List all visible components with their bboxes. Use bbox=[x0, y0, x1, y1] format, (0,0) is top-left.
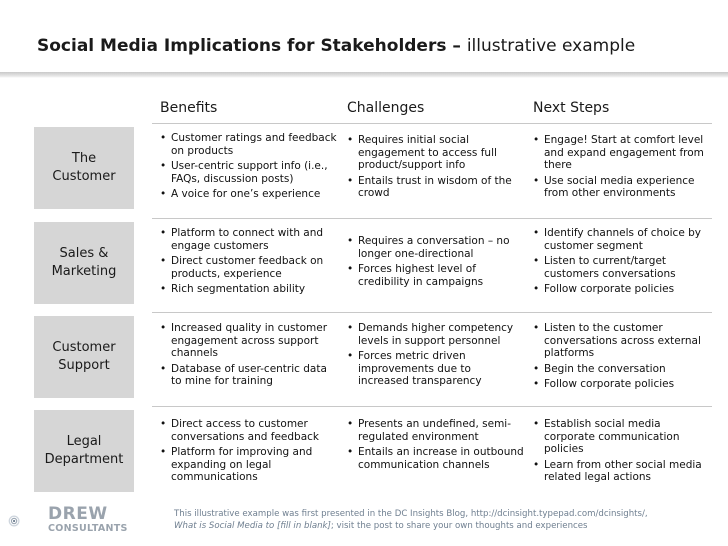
row-divider bbox=[152, 123, 712, 124]
row-divider bbox=[152, 312, 712, 313]
drew-consultants-logo-icon bbox=[8, 502, 48, 540]
list-item: • Direct access to customer conversations and feedback bbox=[160, 418, 338, 443]
cell-sales-next-steps bbox=[533, 227, 711, 299]
column-header-challenges: Challenges bbox=[347, 100, 425, 116]
logo-wordmark: DREW bbox=[48, 504, 108, 524]
cell-support-next-steps bbox=[533, 322, 711, 394]
logo-subtitle: CONSULTANTS bbox=[48, 523, 128, 534]
row-divider bbox=[152, 218, 712, 219]
list-item: • A voice for one’s experience bbox=[160, 188, 338, 201]
list-item: • Follow corporate policies bbox=[533, 283, 711, 296]
list-item: • Direct customer feedback on products, experience bbox=[160, 255, 338, 280]
row-label-sales-marketing: Sales & Marketing bbox=[34, 222, 134, 304]
row-label-legal-department: Legal Department bbox=[34, 410, 134, 492]
list-item: • Customer ratings and feedback on products bbox=[160, 132, 338, 157]
row-label-customer: The Customer bbox=[34, 127, 134, 209]
list-item: • Listen to the customer conversations across external platforms bbox=[533, 322, 711, 360]
list-item: • Platform to connect with and engage customers bbox=[160, 227, 338, 252]
list-item: • Database of user-centric data to mine for training bbox=[160, 363, 338, 388]
cell-customer-challenges bbox=[347, 134, 525, 203]
cell-customer-benefits bbox=[160, 132, 338, 204]
row-label-customer-support: Customer Support bbox=[34, 316, 134, 398]
list-item: • Listen to current/target customers conversations bbox=[533, 255, 711, 280]
cell-sales-benefits bbox=[160, 227, 338, 299]
list-item: • Use social media experience from other environments bbox=[533, 175, 711, 200]
list-item: • Platform for improving and expanding on legal communications bbox=[160, 446, 338, 484]
column-header-benefits: Benefits bbox=[160, 100, 218, 116]
title-divider bbox=[0, 72, 728, 78]
list-item: • Forces metric driven improvements due to increased transparency bbox=[347, 350, 525, 388]
list-item: • Requires initial social engagement to access full product/support info bbox=[347, 134, 525, 172]
list-item: • Begin the conversation bbox=[533, 363, 711, 376]
list-item: • User-centric support info (i.e., FAQs, discussion posts) bbox=[160, 160, 338, 185]
cell-support-challenges bbox=[347, 322, 525, 391]
page-title: Social Media Implications for Stakeholders – illustrative example bbox=[37, 36, 636, 56]
footnote: This illustrative example was first presented in the DC Insights Blog, http://dcinsight.typepad.com/dcinsights/, What is Social Media to [fill in blank]; visit the post to share your own thoughts and experiences bbox=[174, 509, 648, 531]
list-item: • Engage! Start at comfort level and expand engagement from there bbox=[533, 134, 711, 172]
list-item: • Demands higher competency levels in support personnel bbox=[347, 322, 525, 347]
row-divider bbox=[152, 406, 712, 407]
cell-support-benefits bbox=[160, 322, 338, 391]
list-item: • Establish social media corporate communication policies bbox=[533, 418, 711, 456]
list-item: • Entails an increase in outbound communication channels bbox=[347, 446, 525, 471]
cell-customer-next-steps bbox=[533, 134, 711, 203]
cell-legal-benefits bbox=[160, 418, 338, 487]
list-item: • Forces highest level of credibility in campaigns bbox=[347, 263, 525, 288]
list-item: • Learn from other social media related legal actions bbox=[533, 459, 711, 484]
list-item: • Requires a conversation – no longer one-directional bbox=[347, 235, 525, 260]
cell-legal-next-steps bbox=[533, 418, 711, 487]
footnote-post-title: What is Social Media to [fill in blank] bbox=[174, 521, 331, 531]
list-item: • Follow corporate policies bbox=[533, 378, 711, 391]
list-item: • Presents an undefined, semi-regulated environment bbox=[347, 418, 525, 443]
list-item: • Rich segmentation ability bbox=[160, 283, 338, 296]
column-header-next-steps: Next Steps bbox=[533, 100, 610, 116]
list-item: • Entails trust in wisdom of the crowd bbox=[347, 175, 525, 200]
list-item: • Identify channels of choice by customer segment bbox=[533, 227, 711, 252]
cell-legal-challenges bbox=[347, 418, 525, 474]
cell-sales-challenges bbox=[347, 235, 525, 291]
list-item: • Increased quality in customer engagement across support channels bbox=[160, 322, 338, 360]
